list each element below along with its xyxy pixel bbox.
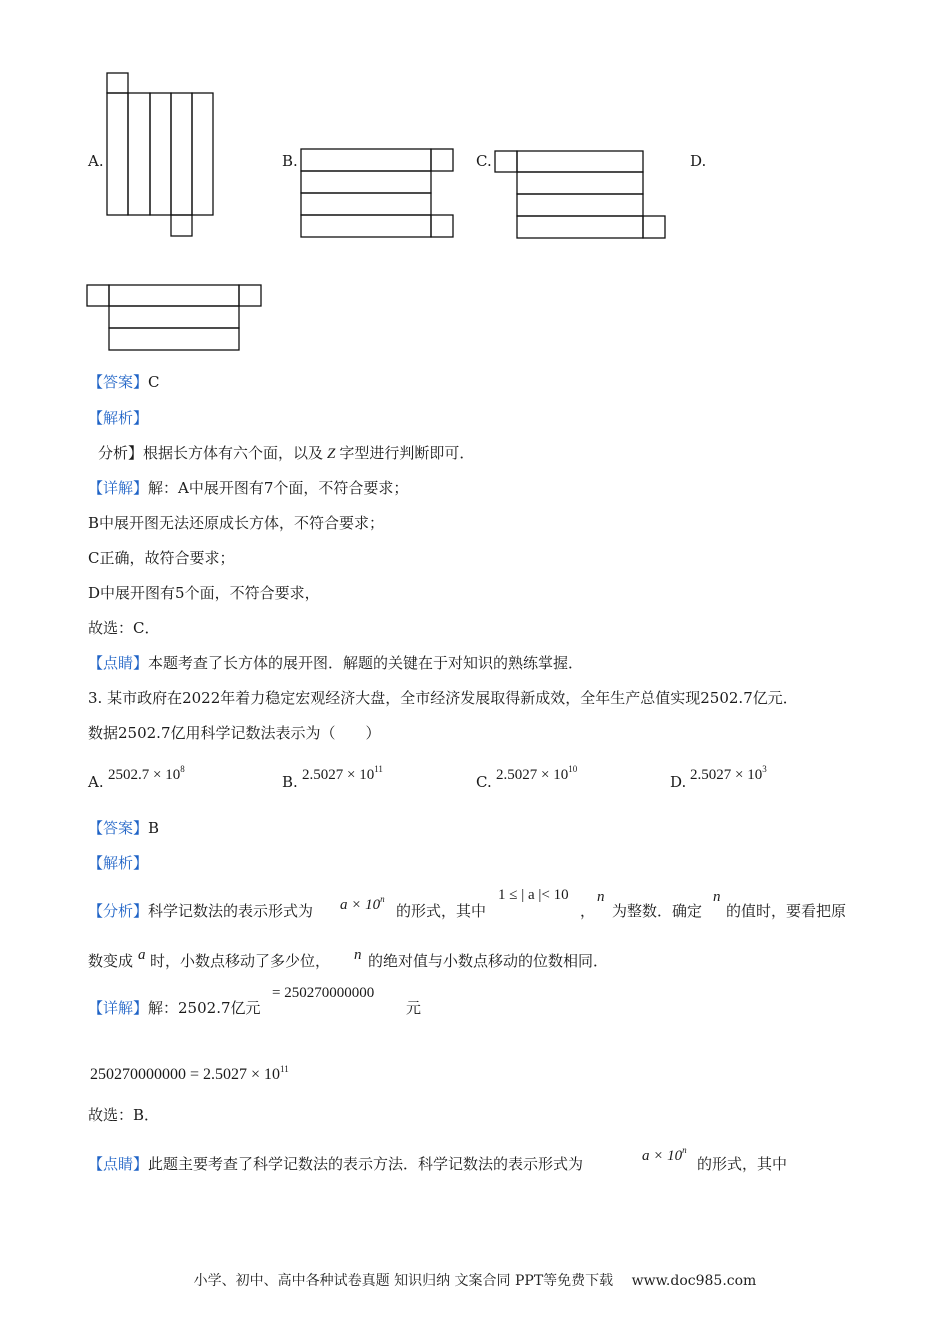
comment-label: 【点睛】 bbox=[88, 654, 149, 672]
detail-label: 【详解】 bbox=[88, 999, 149, 1017]
q2-line-d: D中展开图有5个面，不符合要求， bbox=[88, 584, 320, 602]
q3-comment-line: 【点睛】此题主要考查了科学记数法的表示方法．科学记数法的表示形式为 bbox=[88, 1155, 584, 1173]
fenxi-text4: 为整数．确定 bbox=[612, 902, 703, 920]
fenxi-tail: 字型进行判断即可． bbox=[339, 444, 475, 462]
q3-choose: 故选：B． bbox=[88, 1106, 160, 1124]
q2-line-c: C正确，故符合要求； bbox=[88, 549, 235, 567]
comment-expr: $a \times 10^n$ bbox=[642, 1145, 687, 1164]
comment-text2: 的形式，其中 bbox=[697, 1155, 788, 1173]
option-c-label: C. bbox=[476, 152, 492, 170]
equation-line: $250270000000 = 2.5027 \times 10^{11}$ bbox=[90, 1064, 289, 1083]
detail-unit: 元 bbox=[406, 999, 422, 1017]
fenxi-comma: ， bbox=[580, 902, 596, 920]
analysis-label: 【解析】 bbox=[88, 409, 149, 427]
q3-option-b-label: B. bbox=[282, 773, 298, 791]
answer-value: B bbox=[148, 819, 160, 837]
net-figure-b bbox=[296, 144, 460, 244]
q2-comment-line bbox=[88, 654, 583, 672]
fenxi-n2: n bbox=[713, 889, 721, 905]
fenxi-a: a bbox=[138, 947, 146, 963]
comment-text: 本题考查了长方体的展开图．解题的关键在于对知识的熟练掌握． bbox=[148, 654, 584, 672]
fenxi-text: 分析】根据长方体有六个面，以及 bbox=[98, 444, 324, 462]
answer-label: 【答案】 bbox=[88, 819, 149, 837]
q3-fenxi-line1: 【分析】科学记数法的表示形式为 bbox=[88, 902, 314, 920]
q3-option-d-label: D. bbox=[670, 773, 687, 791]
fenxi-text7: 时，小数点移动了多少位， bbox=[150, 952, 331, 970]
q3-option-d-expr: $2.5027 \times 10^3$ bbox=[690, 764, 767, 783]
fenxi-condition: 1 ≤ | a |< 10 bbox=[498, 887, 569, 903]
answer-value: C bbox=[148, 373, 160, 391]
detail-equation: = 250270000000 bbox=[272, 985, 375, 1001]
q3-option-a-label: A. bbox=[88, 773, 104, 791]
q3-stem-line1: 3. 某市政府在2022年着力稳定宏观经济大盘，全市经济发展取得新成效，全年生产总值实现2502.7亿元． bbox=[88, 689, 798, 707]
q2-line-b: B中展开图无法还原成长方体，不符合要求； bbox=[88, 514, 385, 532]
fenxi-text5: 的值时，要看把原 bbox=[726, 902, 847, 920]
fenxi-n: n bbox=[597, 889, 605, 905]
comment-label: 【点睛】 bbox=[88, 1155, 149, 1173]
q3-answer-line bbox=[88, 819, 159, 837]
fenxi-z: Z bbox=[327, 446, 336, 462]
q3-option-b-expr: $2.5027 \times 10^{11}$ bbox=[302, 764, 383, 783]
q3-stem-line2: 数据2502.7亿用科学记数法表示为（ ） bbox=[88, 724, 381, 742]
fenxi-text2: 的形式，其中 bbox=[396, 902, 487, 920]
q2-detail-line bbox=[88, 479, 408, 497]
fenxi-label: 【分析】 bbox=[88, 902, 149, 920]
option-d-label: D. bbox=[690, 152, 707, 170]
option-a-label: A. bbox=[88, 152, 104, 170]
q2-choose: 故选：C． bbox=[88, 619, 160, 637]
net-figure-c bbox=[490, 144, 670, 244]
answer-label: 【答案】 bbox=[88, 373, 149, 391]
q3-option-a-expr: $2502.7 \times 10^8$ bbox=[108, 764, 185, 783]
fenxi-text8: 的绝对值与小数点移动的位数相同． bbox=[368, 952, 609, 970]
q2-answer-line bbox=[88, 373, 160, 391]
detail-text: 解：A中展开图有7个面，不符合要求； bbox=[148, 479, 409, 497]
net-figure-a bbox=[100, 66, 220, 242]
page-footer: 小学、初中、高中各种试卷真题 知识归纳 文案合同 PPT等免费下载 www.doc985.com bbox=[193, 1273, 757, 1289]
q3-option-c-label: C. bbox=[476, 773, 492, 791]
q2-analysis-line bbox=[98, 444, 474, 463]
fenxi-expr: $a \times 10^n$ bbox=[340, 894, 385, 913]
q3-option-c-expr: $2.5027 \times 10^{10}$ bbox=[496, 764, 578, 783]
option-b-label: B. bbox=[282, 152, 298, 170]
net-figure-d bbox=[82, 280, 268, 356]
fenxi-n3: n bbox=[354, 947, 362, 963]
detail-label: 【详解】 bbox=[88, 479, 149, 497]
analysis-label: 【解析】 bbox=[88, 854, 149, 872]
fenxi-text6: 数变成 bbox=[88, 952, 134, 970]
q3-detail-line: 【详解】解：2502.7亿元 bbox=[88, 999, 261, 1017]
